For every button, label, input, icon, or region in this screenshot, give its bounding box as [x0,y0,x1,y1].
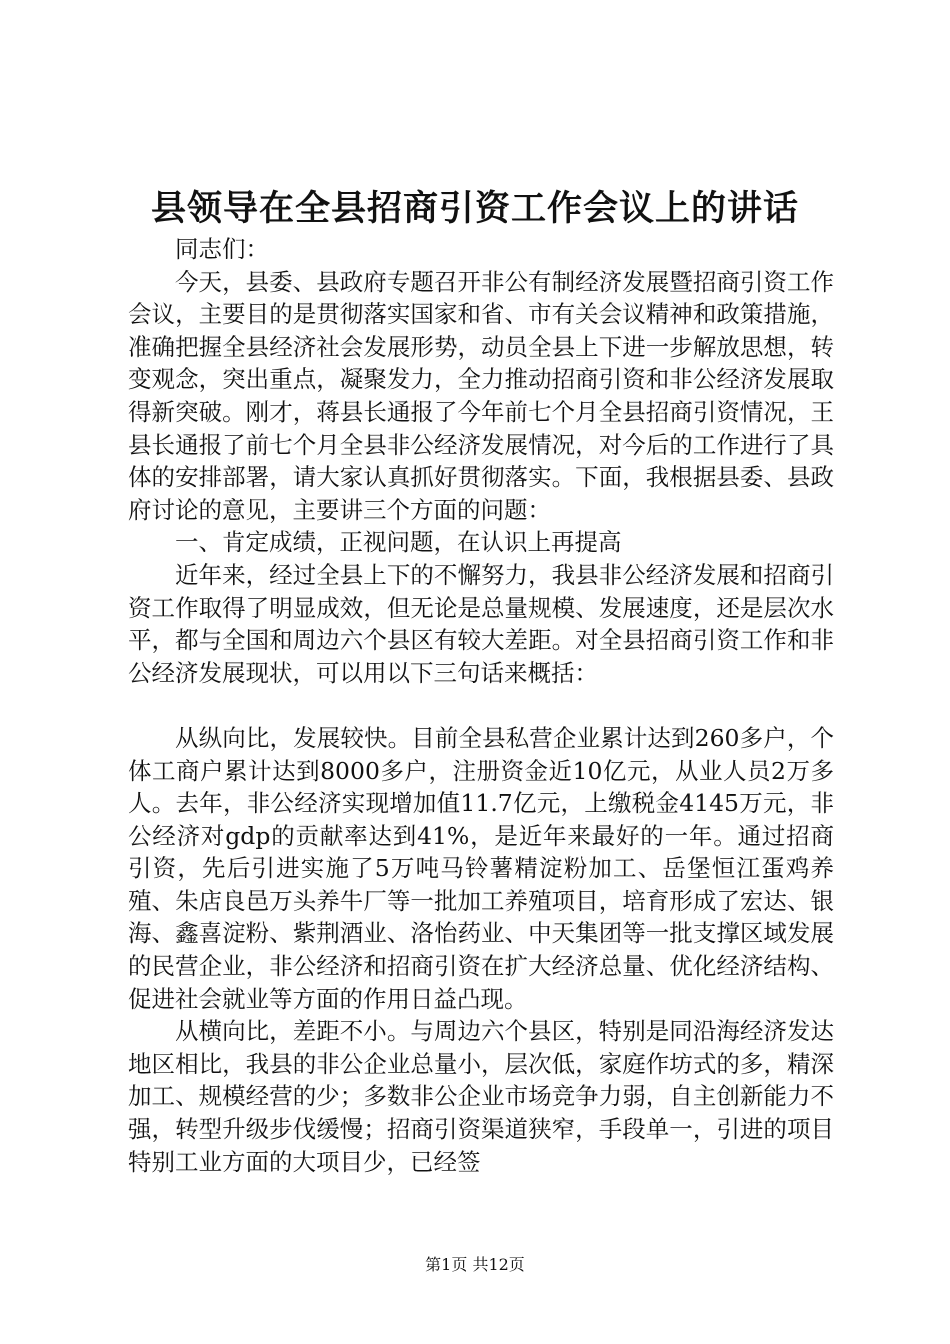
section-heading-1: 一、肯定成绩，正视问题，在认识上再提高 [175,528,622,557]
paragraph-vertical-comparison: 从纵向比，发展较快。目前全县私营企业累计达到260多户，个体工商户累计达到8000多户，注册资金近10亿元，从业人员2万多人。去年，非公经济实现增加值11.7亿元，上缴税金4145万元，非公经济对gdp的贡献率达到41%，是近年来最好的一年。通过招商引资，先后引进实施了5万吨马铃薯精淀粉加工、岳堡恒江蛋鸡养殖、朱店良邑万头养牛厂等一批加工养殖项目，培育形成了宏达、银海、鑫喜淀粉、紫荆酒业、洛怡药业、中天集团等一批支撑区域发展的民营企业，非公经济和招商引资在扩大经济总量、优化经济结构、促进社会就业等方面的作用日益凸现。 [128,723,834,1013]
document-body [128,233,834,1178]
blank-line [128,689,834,722]
page-footer: 第1页 共12页 [425,1255,525,1274]
paragraph-intro: 今天，县委、县政府专题召开非公有制经济发展暨招商引资工作会议，主要目的是贯彻落实国家和省、市有关会议精神和政策措施，准确把握全县经济社会发展形势，动员全县上下进一步解放思想，转变观念，突出重点，凝聚发力，全力推动招商引资和非公经济发展取得新突破。刚才，蒋县长通报了今年前七个月全县招商引资情况，王县长通报了前七个月全县非公经济发展情况，对今后的工作进行了具体的安排部署，请大家认真抓好贯彻落实。下面，我根据县委、县政府讨论的意见，主要讲三个方面的问题： [128,267,834,524]
paragraph-overview: 近年来，经过全县上下的不懈努力，我县非公经济发展和招商引资工作取得了明显成效，但无论是总量规模、发展速度，还是层次水平，都与全国和周边六个县区有较大差距。对全县招商引资工作和非公经济发展现状，可以用以下三句话来概括： [128,560,834,687]
document-title: 县领导在全县招商引资工作会议上的讲话 [150,188,799,229]
salutation: 同志们： [175,235,269,263]
paragraph-horizontal-comparison: 从横向比，差距不小。与周边六个县区，特别是同沿海经济发达地区相比，我县的非公企业总量小，层次低，家庭作坊式的多，精深加工、规模经营的少；多数非公企业市场竞争力弱，自主创新能力不强，转型升级步伐缓慢；招商引资渠道狭窄，手段单一，引进的项目特别工业方面的大项目少，已经签 [128,1017,834,1176]
